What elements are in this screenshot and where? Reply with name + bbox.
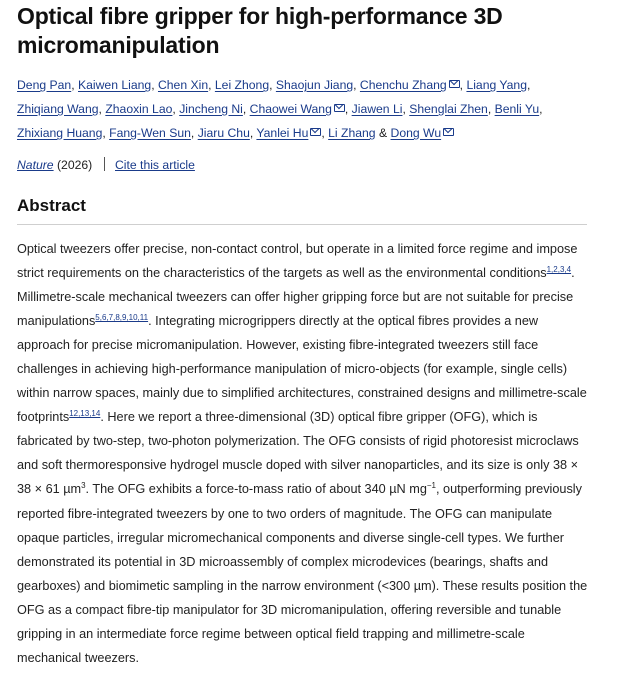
section-divider — [17, 224, 587, 225]
article-meta — [17, 157, 621, 173]
author-conjunction: & — [378, 126, 388, 140]
author-link[interactable]: Jincheng Ni — [179, 102, 243, 116]
author-entry: Jiaru Chu, — [197, 126, 254, 140]
author-link[interactable]: Liang Yang — [466, 78, 527, 92]
author-link[interactable]: Kaiwen Liang — [78, 78, 152, 92]
reference-link-12-14[interactable]: 12,13,14 — [69, 409, 101, 419]
author-entry: Zhixiang Huang, — [17, 126, 106, 140]
author-entry: Kaiwen Liang, — [78, 78, 155, 92]
abstract-heading: Abstract — [17, 196, 86, 215]
author-link[interactable]: Li Zhang — [328, 126, 376, 140]
journal-link[interactable]: Nature — [17, 158, 54, 172]
author-link[interactable]: Zhaoxin Lao — [105, 102, 173, 116]
abstract-part-1: Optical tweezers offer precise, non-contact control, but operate in a limited force regime and impose strict requirements on the characteristics of the targets as well as the environmental conditions — [17, 242, 578, 281]
email-icon[interactable] — [443, 128, 454, 136]
author-entry — [391, 126, 455, 140]
author-link[interactable]: Shaojun Jiang — [275, 78, 354, 92]
abstract-part-4: . Here we report a three-dimensional (3D) optical fibre gripper (OFG), which is fabricated by two-step, two-photon polymerization. The OFG consists of rigid photoresist microclaws and soft thermoresponsive hydrogel muscle doped with silver nanoparticles, and its size is only 38 × 38 × 61 µm — [17, 410, 579, 497]
author-entry: Lei Zhong, — [214, 78, 273, 92]
reference-link-5-11[interactable]: 5,6,7,8,9,10,11 — [95, 313, 149, 323]
publication-year: (2026) — [56, 158, 93, 172]
author-entry: Chenchu Zhang , — [359, 78, 464, 92]
author-link[interactable]: Shenglai Zhen — [409, 102, 488, 116]
author-link[interactable]: Zhixiang Huang — [17, 126, 103, 140]
author-entry: Shaojun Jiang, — [275, 78, 357, 92]
author-link[interactable]: Fang-Wen Sun — [109, 126, 191, 140]
abstract-part-6: , outperforming previously reported fibre-integrated tweezers by one to two orders of magnitude. The OFG can manipulate opaque particles, irregular micromechanical components and diverse single-cell types. We further demonstrated its potential in 3D microassembly of complex microdevices (bearings, shafts and gearboxes) and biomimetic sampling in the narrow environment (<300 µm). These results position the OFG as a compact fibre-tip manipulator for 3D micromanipulation, offering reversible and tunable gripping in an intermediate force regime between optical field trapping and millimetre-scale mechanical tweezers. — [17, 482, 588, 665]
author-entry: Zhiqiang Wang, — [17, 102, 102, 116]
author-entry: Jincheng Ni, — [179, 102, 247, 116]
author-entry — [328, 126, 375, 140]
cubic-superscript: 3 — [81, 481, 86, 491]
author-link[interactable]: Deng Pan — [17, 78, 72, 92]
author-entry: Yanlei Hu , — [256, 126, 325, 140]
author-entry: Liang Yang, — [466, 78, 531, 92]
email-icon[interactable] — [310, 128, 321, 136]
meta-divider — [104, 157, 105, 171]
inverse-superscript: −1 — [426, 481, 436, 491]
author-link[interactable]: Chenchu Zhang — [359, 78, 447, 92]
email-icon[interactable] — [334, 104, 345, 112]
author-entry: Chen Xin, — [157, 78, 212, 92]
author-link[interactable]: Chen Xin — [157, 78, 209, 92]
author-link[interactable]: Chaowei Wang — [249, 102, 332, 116]
author-link[interactable]: Jiawen Li — [351, 102, 403, 116]
abstract-part-5: . The OFG exhibits a force-to-mass ratio of about 340 µN mg — [85, 482, 427, 497]
author-link[interactable]: Jiaru Chu — [197, 126, 250, 140]
author-link[interactable]: Zhiqiang Wang — [17, 102, 99, 116]
author-entry: Fang-Wen Sun, — [109, 126, 195, 140]
author-entry: Benli Yu, — [494, 102, 543, 116]
author-link[interactable]: Benli Yu — [494, 102, 540, 116]
author-entry: Jiawen Li, — [351, 102, 406, 116]
article-title: Optical fibre gripper for high-performance 3D micromanipulation — [17, 3, 503, 58]
author-entry: Chaowei Wang , — [249, 102, 349, 116]
author-link[interactable]: Lei Zhong — [214, 78, 270, 92]
abstract-text — [17, 237, 589, 670]
reference-link-1-4[interactable]: 1,2,3,4 — [546, 265, 572, 275]
abstract-part-3: . Integrating microgrippers directly at the optical fibres provides a new approach for precise micromanipulation. However, existing fibre-integrated tweezers still face challenges in achieving high-performance manipulation of micro-objects (for example, single cells) within narrow spaces, mainly due to simplified architectures, constrained designs and millimetre-scale footprints — [17, 314, 587, 425]
author-link[interactable]: Dong Wu — [390, 126, 442, 140]
cite-this-article-link[interactable]: Cite this article — [115, 158, 195, 172]
author-entry: Shenglai Zhen, — [409, 102, 492, 116]
author-list — [17, 73, 577, 145]
author-link[interactable]: Yanlei Hu — [256, 126, 309, 140]
author-entry: Zhaoxin Lao, — [105, 102, 176, 116]
email-icon[interactable] — [449, 80, 460, 88]
author-entry: Deng Pan, — [17, 78, 75, 92]
abstract-part-2: . Millimetre-scale mechanical tweezers can offer higher gripping force but are not suitable for precise manipulations — [17, 266, 575, 329]
